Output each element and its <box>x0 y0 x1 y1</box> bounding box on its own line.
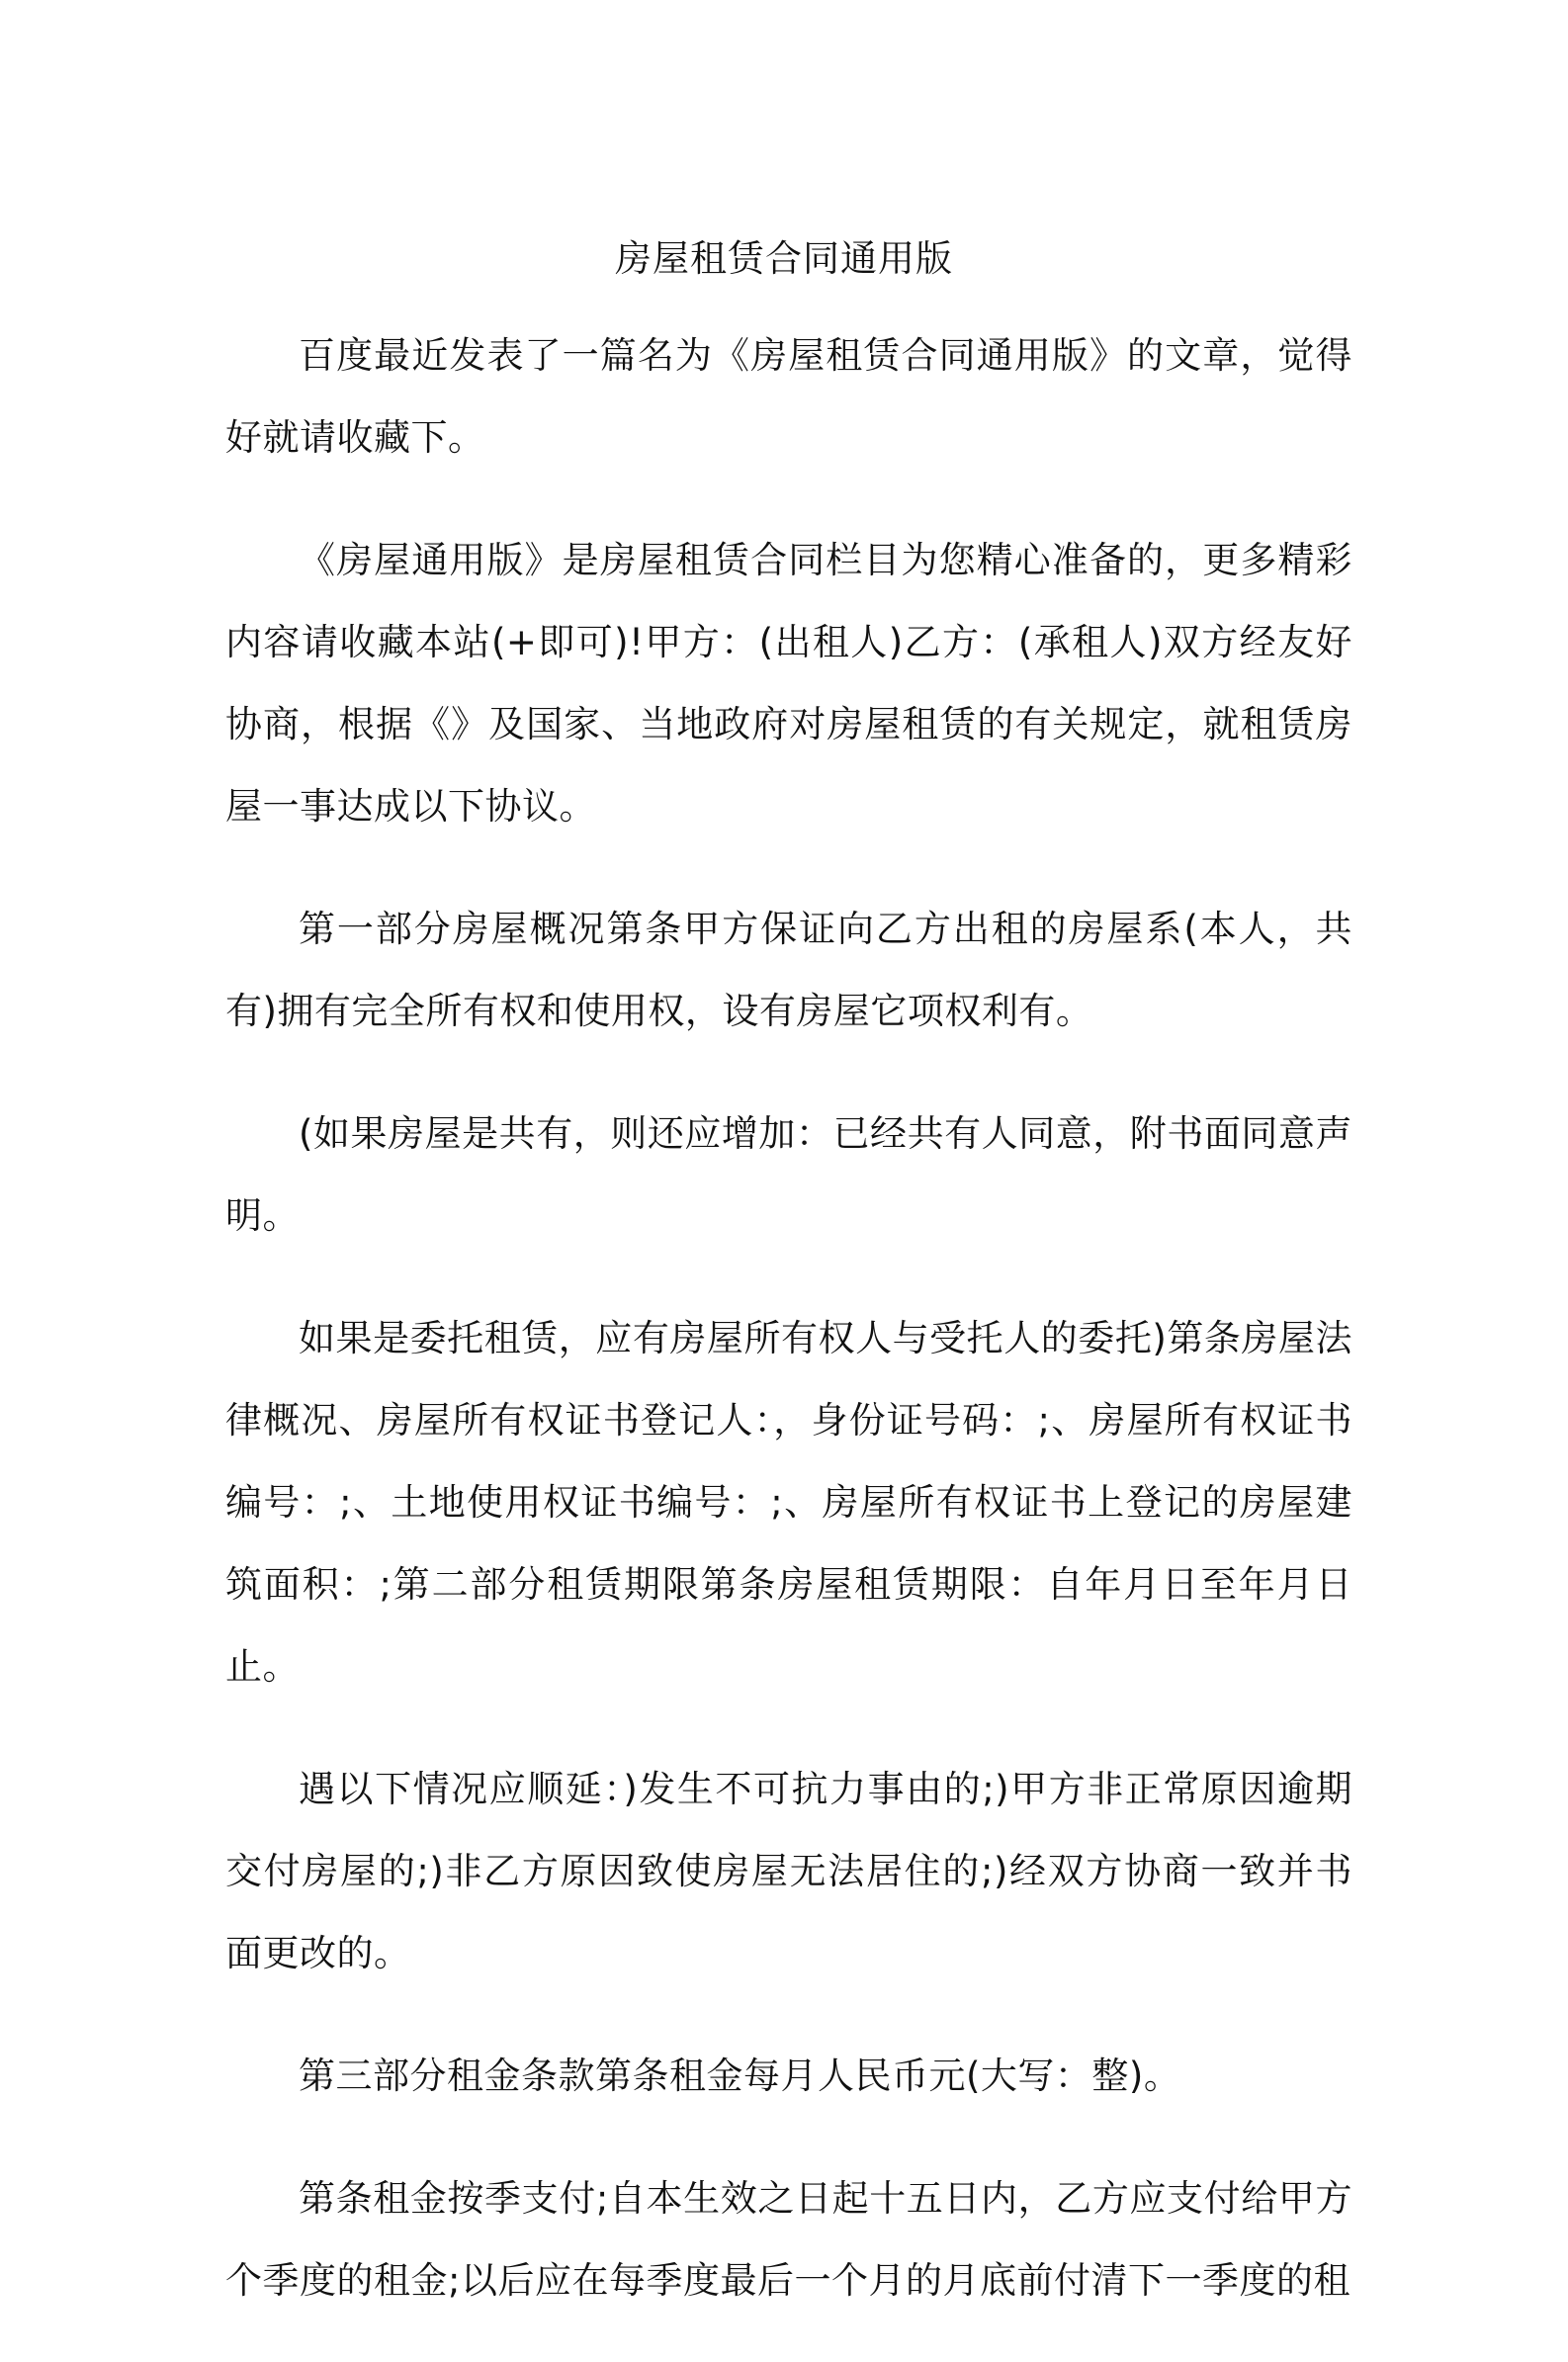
document-title: 房屋租赁合同通用版 <box>615 237 953 280</box>
paragraph: 百度最近发表了一篇名为《房屋租赁合同通用版》的文章，觉得好就请收藏下。 <box>225 334 1352 459</box>
paragraph: (如果房屋是共有，则还应增加：已经共有人同意，附书面同意声明。 <box>225 1112 1352 1237</box>
paragraph: 如果是委托租赁，应有房屋所有权人与受托人的委托)第条房屋法律概况、房屋所有权证书登记人：，身份证号码：;、房屋所有权证书编号：;、土地使用权证书编号：;、房屋所有权证书上登记的房屋建筑面积：;第二部分租赁期限第条房屋租赁期限：自年月日至年月日止。 <box>225 1317 1352 1688</box>
paragraph: 《房屋通用版》是房屋租赁合同栏目为您精心准备的，更多精彩内容请收藏本站(+即可)!甲方：(出租人)乙方：(承租人)双方经友好协商，根据《》及国家、当地政府对房屋租赁的有关规定，就租赁房屋一事达成以下协议。 <box>225 539 1352 828</box>
document-body <box>225 314 1352 2362</box>
paragraph: 遇以下情况应顺延：)发生不可抗力事由的;)甲方非正常原因逾期交付房屋的;)非乙方原因致使房屋无法居住的;)经双方协商一致并书面更改的。 <box>225 1768 1352 1974</box>
paragraph: 第条租金按季支付;自本生效之日起十五日内，乙方应支付给甲方个季度的租金;以后应在每季度最后一个月的月底前付清下一季度的租 <box>225 2177 1352 2302</box>
paragraph: 第一部分房屋概况第条甲方保证向乙方出租的房屋系(本人，共有)拥有完全所有权和使用权，设有房屋它项权利有。 <box>225 908 1352 1032</box>
paragraph: 第三部分租金条款第条租金每月人民币元(大写：整)。 <box>299 2055 1181 2097</box>
